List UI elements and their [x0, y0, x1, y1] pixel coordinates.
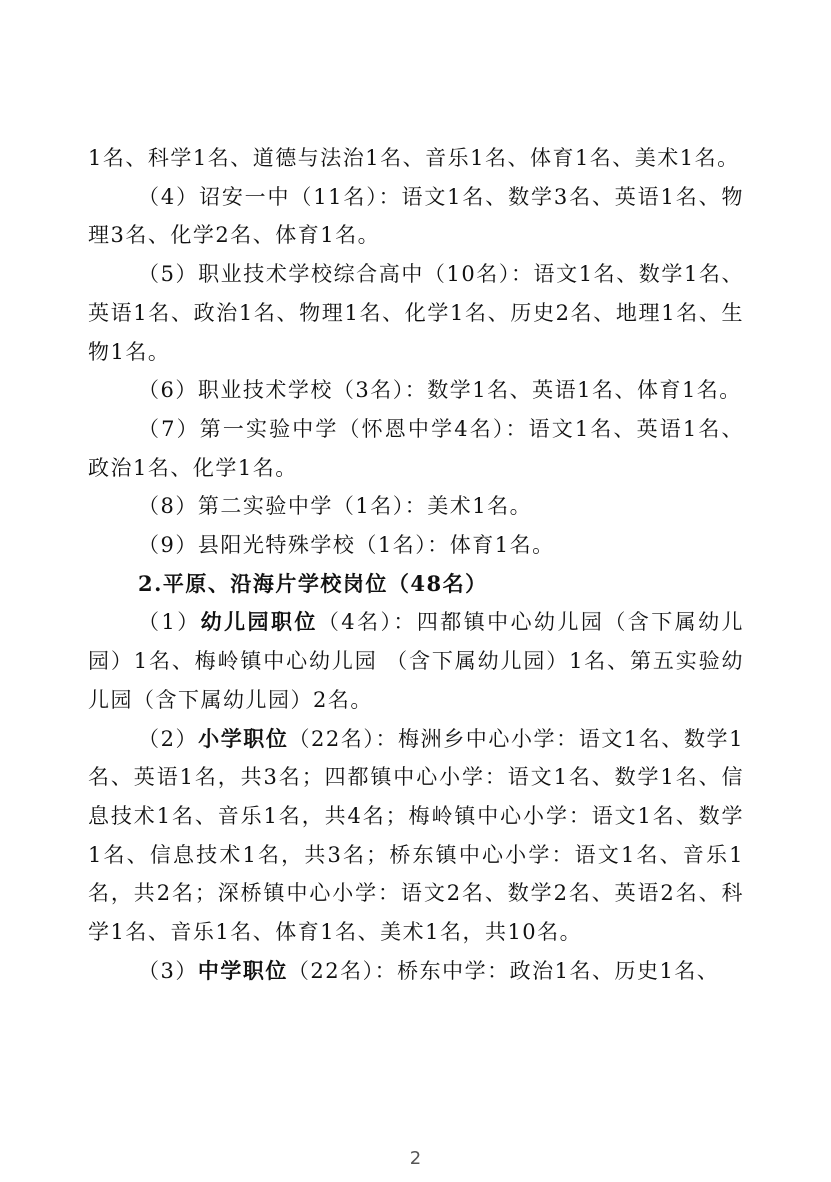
kindergarten-prefix: （1）: [138, 610, 201, 635]
primary-label: 小学职位: [198, 725, 289, 751]
paragraph-vocational-school: （6）职业技术学校（3名）：数学1名、英语1名、体育1名。: [138, 378, 742, 403]
primary-prefix: （2）: [138, 726, 199, 751]
paragraph-primary: [88, 720, 744, 952]
paragraph-second-experimental: （8）第二实验中学（1名）：美术1名。: [138, 494, 533, 519]
paragraph-kindergarten: [88, 603, 744, 719]
primary-text: （22名）：梅洲乡中心小学：语文1名、数学1名、英语1名，共3名；四都镇中心小学：语文1名、数学1名、信息技术1名、音乐1名，共4名；梅岭镇中心小学：语文1名、数学1名、信息技术1名，共3名；桥东镇中心小学：语文1名、音乐1名，共2名；深桥镇中心小学：语文2名、数学2名、英语2名、科学1名、音乐1名、体育1名、美术1名，共10名。: [88, 726, 744, 945]
paragraph-continued: 1名、科学1名、道德与法治1名、音乐1名、体育1名、美术1名。: [88, 146, 740, 170]
document-body: [88, 139, 744, 990]
page-number: 2: [409, 1148, 422, 1169]
section-heading: 2.平原、沿海片学校岗位（48名）: [138, 570, 488, 596]
paragraph-middle: [88, 952, 744, 991]
middle-label: 中学职位: [197, 957, 288, 983]
paragraph-special-school: （9）县阳光特殊学校（1名）：体育1名。: [138, 533, 555, 558]
paragraph-first-experimental: （7）第一实验中学（怀恩中学4名）：语文1名、英语1名、政治1名、化学1名。: [88, 416, 744, 480]
kindergarten-text: （4名）：四都镇中心幼儿园（含下属幼儿园）1名、梅岭镇中心幼儿园 （含下属幼儿园）1名、第五实验幼儿园（含下属幼儿园）2名。: [88, 610, 745, 712]
paragraph-vocational-comprehensive: （5）职业技术学校综合高中（10名）：语文1名、数学1名、英语1名、政治1名、物理1名、化学1名、历史2名、地理1名、生物1名。: [88, 262, 744, 364]
paragraph-zhaoan-no1-middle: （4）诏安一中（11名）：语文1名、数学3名、英语1名、物理3名、化学2名、体育1名。: [88, 184, 744, 248]
middle-prefix: （3）: [138, 958, 198, 983]
middle-text: （22名）：桥东中学：政治1名、历史1名、: [287, 958, 720, 983]
kindergarten-label: 幼儿园职位: [200, 609, 318, 635]
